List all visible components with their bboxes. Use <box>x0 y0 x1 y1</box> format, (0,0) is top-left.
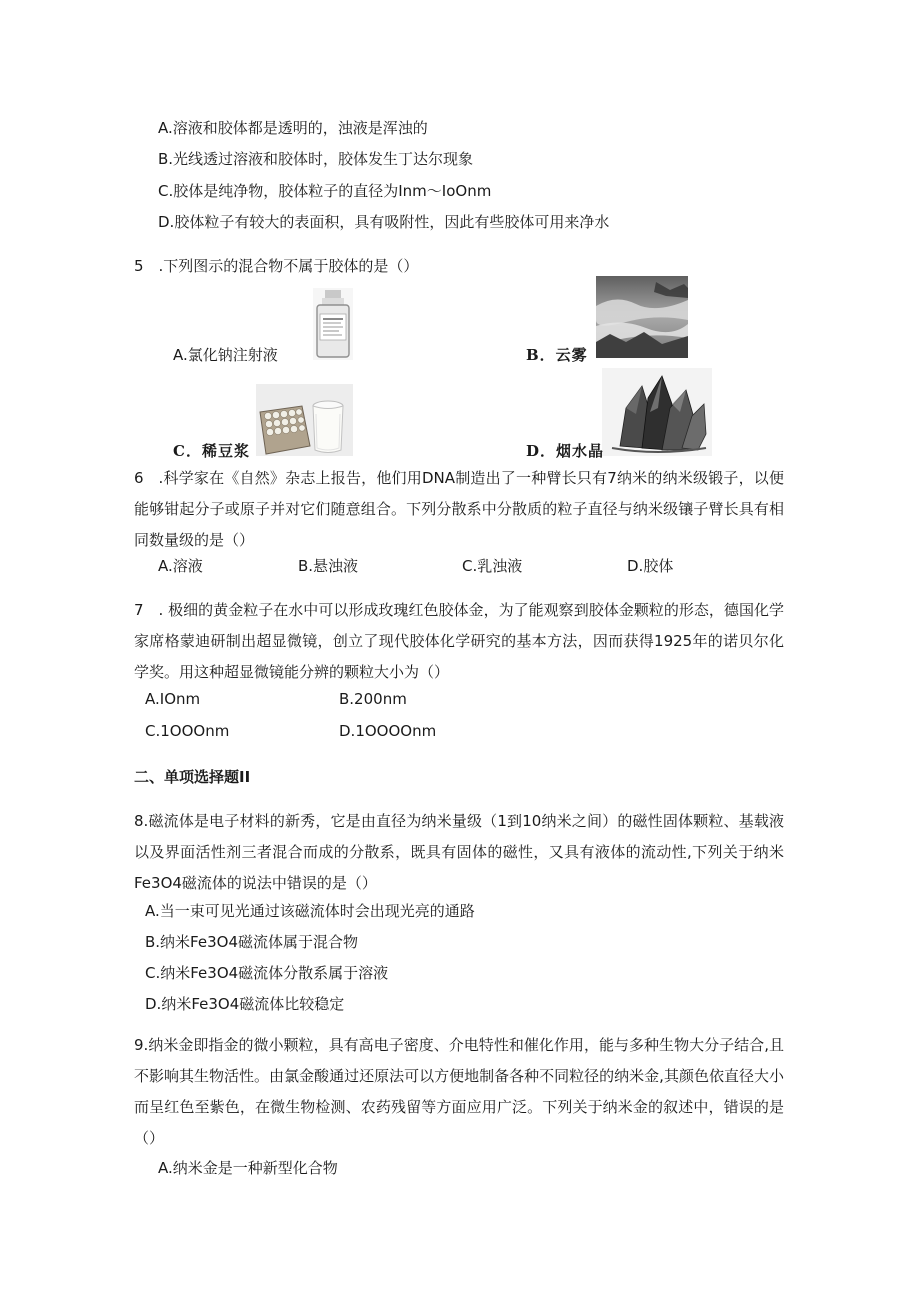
q6-option-a: A.溶液 <box>158 557 203 575</box>
q4-option-b: B.光线透过溶液和胶体时，胶体发生丁达尔现象 <box>158 150 474 168</box>
q8-option-b: B.纳米Fe3O4磁流体属于混合物 <box>145 933 358 951</box>
q4-option-a: A.溶液和胶体都是透明的，浊液是浑浊的 <box>158 119 428 137</box>
q8-option-c: C.纳米Fe3O4磁流体分散系属于溶液 <box>145 964 389 982</box>
q8-option-d: D.纳米Fe3O4磁流体比较稳定 <box>145 995 345 1013</box>
q5-stem: 5 .下列图示的混合物不属于胶体的是（） <box>134 257 419 275</box>
saline-bottle-image <box>313 288 353 360</box>
soy-milk-image <box>256 384 353 456</box>
q8-option-a: A.当一束可见光通过该磁流体时会出现光亮的通路 <box>145 902 475 920</box>
section-title: 二、单项选择题II <box>134 768 251 786</box>
smoky-quartz-image <box>602 368 712 456</box>
q8-stem: 8.磁流体是电子材料的新秀，它是由直径为纳米量级（1到10纳米之间）的磁性固体颗粒、基载液以及界面活性剂三者混合而成的分散系，既具有固体的磁性，又具有液体的流动性,下列关于纳米Fe3O4磁流体的说法中错误的是（） <box>134 812 784 892</box>
q7-stem: 7 . 极细的黄金粒子在水中可以形成玫瑰红色胶体金，为了能观察到胶体金颗粒的形态，德国化学家席格蒙迪研制出超显微镜，创立了现代胶体化学研究的基本方法，因而获得1925年的诺贝尔化学奖。用这种超显微镜能分辨的颗粒大小为（） <box>134 601 784 681</box>
q5-option-a-label: A.氯化钠注射液 <box>173 346 278 364</box>
q5-option-b-label: B．云雾 <box>526 346 588 364</box>
q4-option-d: D.胶体粒子有较大的表面积，具有吸附性，因此有些胶体可用来净水 <box>158 213 610 231</box>
q6-stem: 6 .科学家在《自然》杂志上报告，他们用DNA制造出了一种臂长只有7纳米的纳米级锻子，以便能够钳起分子或原子并对它们随意组合。下列分散系中分散质的粒子直径与纳米级镶子臂长具有相同数量级的是（） <box>134 469 784 549</box>
q7-option-d: D.1OOOOnm <box>339 722 437 740</box>
q7-option-c: C.1OOOnm <box>145 722 230 740</box>
q6-option-c: C.乳浊液 <box>462 557 523 575</box>
q4-option-c: C.胶体是纯净物，胶体粒子的直径为Inm～IoOnm <box>158 182 492 200</box>
q5-option-d-label: D．烟水晶 <box>526 442 605 460</box>
cloud-fog-image <box>596 276 688 358</box>
q9-option-a: A.纳米金是一种新型化合物 <box>158 1159 338 1177</box>
q5-option-c-label: C．稀豆浆 <box>173 442 250 460</box>
q6-option-d: D.胶体 <box>627 557 674 575</box>
q7-option-a: A.IOnm <box>145 690 201 708</box>
q6-option-b: B.悬浊液 <box>298 557 359 575</box>
q7-option-b: B.200nm <box>339 690 407 708</box>
q9-stem: 9.纳米金即指金的微小颗粒，具有高电子密度、介电特性和催化作用，能与多种生物大分子结合,且不影响其生物活性。由氯金酸通过还原法可以方便地制备各种不同粒径的纳米金,其颜色依直径大小而呈红色至紫色，在微生物检测、农药残留等方面应用广泛。下列关于纳米金的叙述中，错误的是（） <box>134 1036 784 1147</box>
